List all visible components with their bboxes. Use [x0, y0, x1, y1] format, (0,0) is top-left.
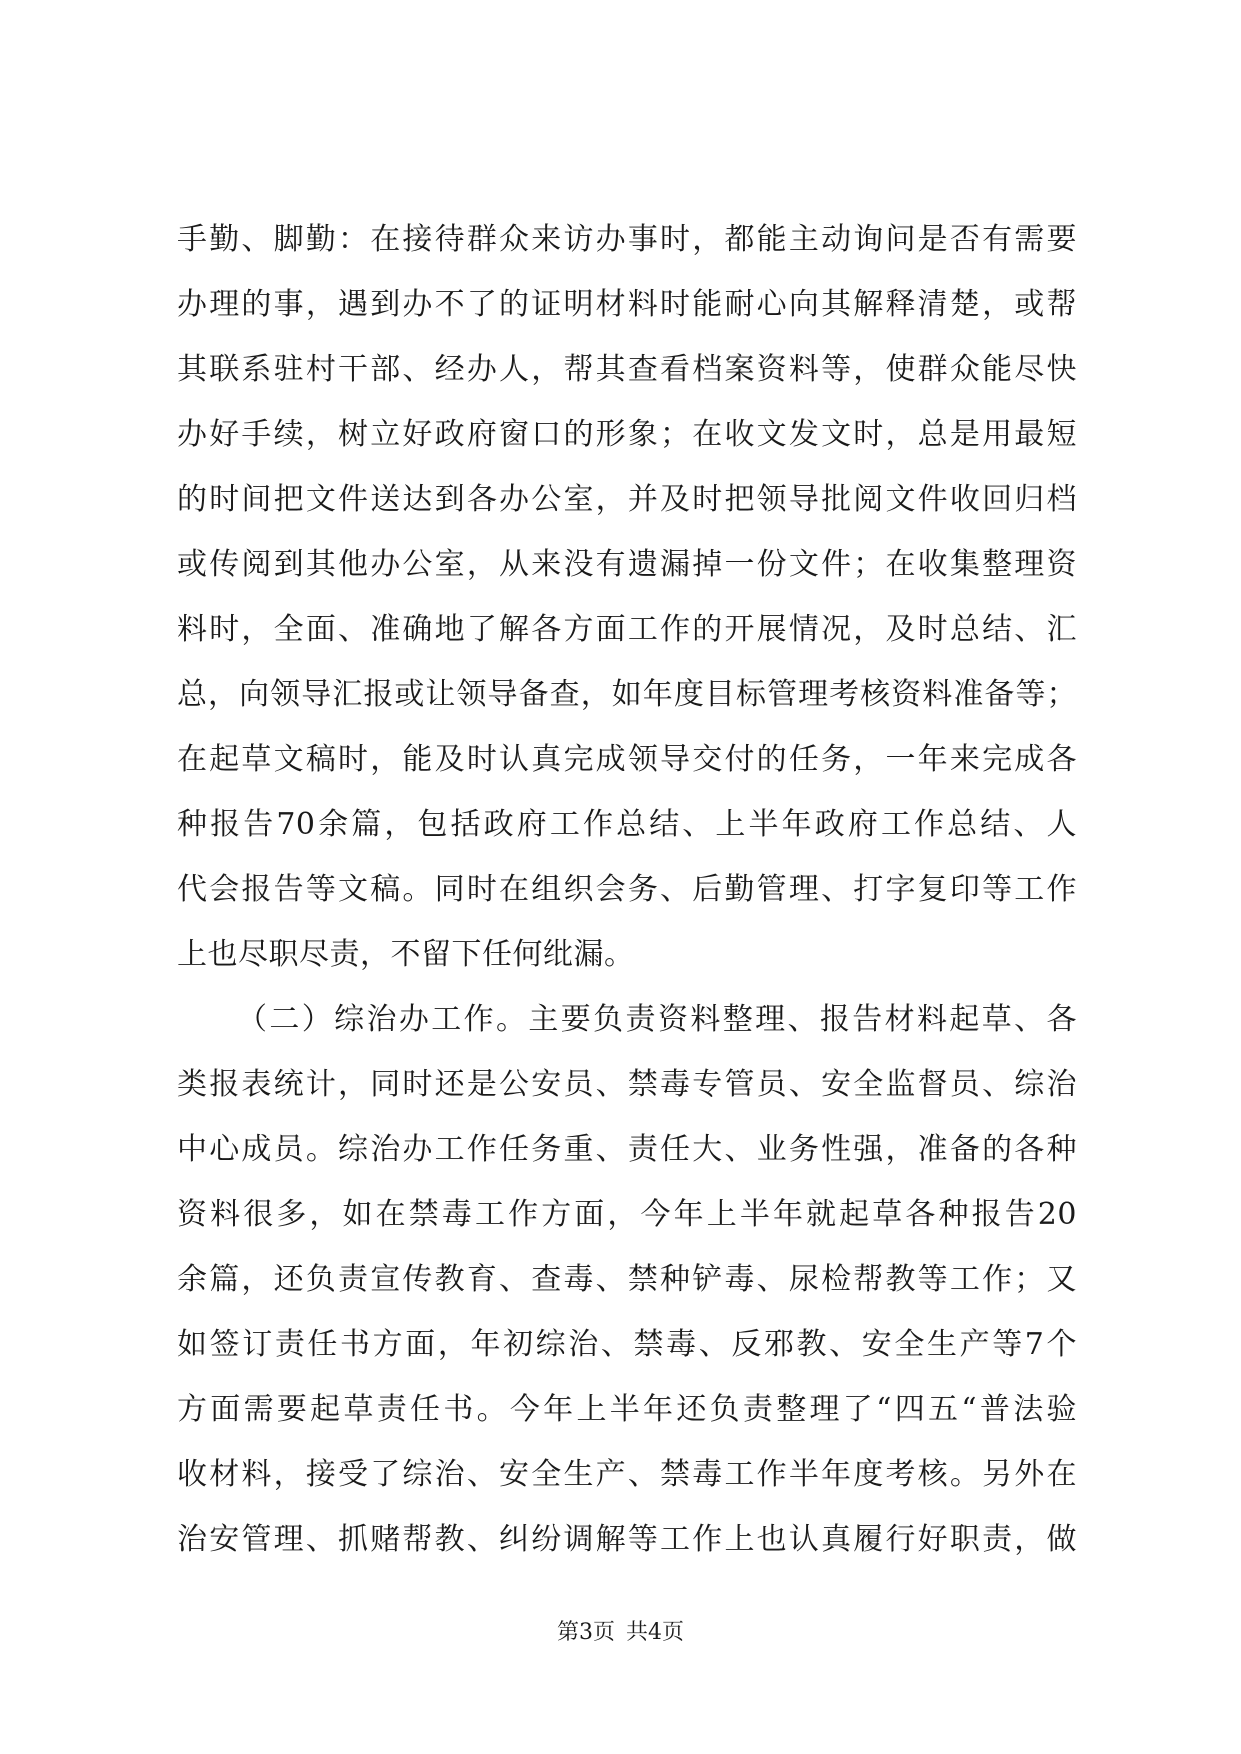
text-line: 方面需要起草责任书。今年上半年还负责整理了“四五“普法验	[177, 1392, 1077, 1427]
text-line: 的时间把文件送达到各办公室，并及时把领导批阅文件收回归档	[177, 482, 1077, 517]
section-heading-line: （二）综治办工作。主要负责资料整理、报告材料起草、各	[237, 1002, 1077, 1037]
text-line: 治安管理、抓赌帮教、纠纷调解等工作上也认真履行好职责，做	[177, 1522, 1077, 1557]
text-line: 类报表统计，同时还是公安员、禁毒专管员、安全监督员、综治	[177, 1067, 1077, 1102]
text-line: 料时，全面、准确地了解各方面工作的开展情况，及时总结、汇	[177, 612, 1077, 647]
text-line: 收材料，接受了综治、安全生产、禁毒工作半年度考核。另外在	[177, 1457, 1077, 1492]
text-line: 手勤、脚勤：在接待群众来访办事时，都能主动询问是否有需要	[177, 222, 1077, 257]
page-footer	[0, 1618, 1241, 1648]
page-number: 第3页	[557, 1620, 615, 1645]
text-line: 在起草文稿时，能及时认真完成领导交付的任务，一年来完成各	[177, 742, 1077, 777]
text-line: 种报告70余篇，包括政府工作总结、上半年政府工作总结、人	[177, 807, 1077, 842]
text-line: 资料很多，如在禁毒工作方面，今年上半年就起草各种报告20	[177, 1197, 1077, 1232]
text-line: 其联系驻村干部、经办人，帮其查看档案资料等，使群众能尽快	[177, 352, 1077, 387]
page-total: 共4页	[626, 1620, 684, 1645]
text-line: 如签订责任书方面，年初综治、禁毒、反邪教、安全生产等7个	[177, 1327, 1077, 1362]
text-line: 上也尽职尽责，不留下任何纰漏。	[177, 937, 635, 972]
text-line: 余篇，还负责宣传教育、查毒、禁种铲毒、尿检帮教等工作；又	[177, 1262, 1077, 1297]
text-line: 总，向领导汇报或让领导备查，如年度目标管理考核资料准备等；	[177, 677, 1077, 712]
text-line: 办理的事，遇到办不了的证明材料时能耐心向其解释清楚，或帮	[177, 287, 1077, 322]
text-line: 或传阅到其他办公室，从来没有遗漏掉一份文件；在收集整理资	[177, 547, 1077, 582]
text-line: 中心成员。综治办工作任务重、责任大、业务性强，准备的各种	[177, 1132, 1077, 1167]
text-line: 代会报告等文稿。同时在组织会务、后勤管理、打字复印等工作	[177, 872, 1077, 907]
text-line: 办好手续，树立好政府窗口的形象；在收文发文时，总是用最短	[177, 417, 1077, 452]
